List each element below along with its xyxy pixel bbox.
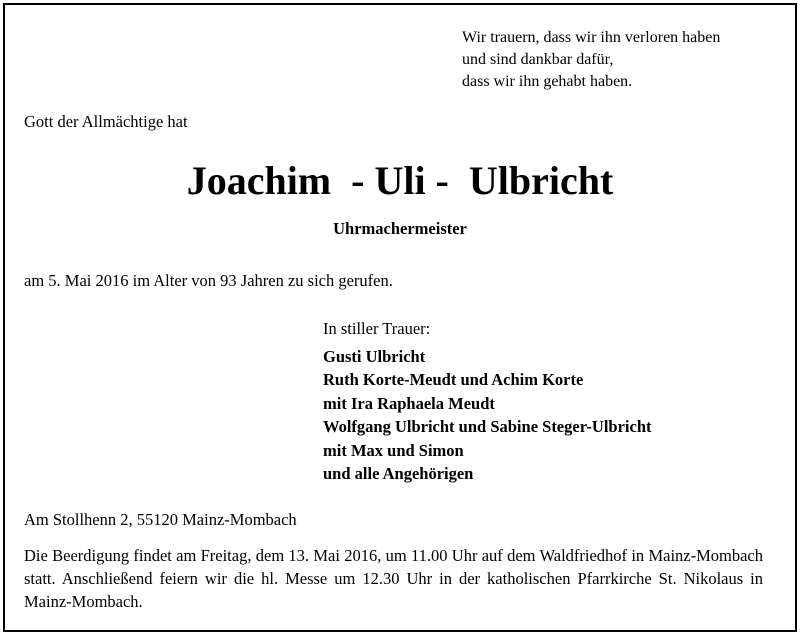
mourning-label: In stiller Trauer: bbox=[323, 319, 431, 338]
mourner-line: mit Ira Raphaela Meudt bbox=[323, 393, 495, 413]
death-statement: am 5. Mai 2016 im Alter von 93 Jahren zu sich gerufen. bbox=[24, 271, 393, 290]
quote-line: und sind dankbar dafür, bbox=[462, 51, 614, 68]
profession: Uhrmachermeister bbox=[333, 219, 467, 238]
mourner-line: Wolfgang Ulbricht und Sabine Steger-Ulbricht bbox=[323, 417, 652, 437]
funeral-details: Die Beerdigung findet am Freitag, dem 13. Mai 2016, um 11.00 Uhr auf dem Waldfriedhof in Mainz-Mombach statt. Anschließend feiern wir die hl. Messe um 12.30 Uhr in der katholischen Pfarrkirche St. Nikolaus in Mainz-Mombach. bbox=[24, 546, 763, 611]
mourner-line: mit Max und Simon bbox=[323, 440, 464, 460]
mourners-list bbox=[323, 345, 652, 485]
obituary-notice bbox=[3, 3, 797, 632]
quote-line: Wir trauern, dass wir ihn verloren haben bbox=[462, 29, 721, 46]
mourner-line: Gusti Ulbricht bbox=[323, 347, 426, 366]
quote-line: dass wir ihn gehabt haben. bbox=[462, 73, 633, 90]
mourner-line: Ruth Korte-Meudt und Achim Korte bbox=[323, 370, 584, 390]
mourner-line: und alle Angehörigen bbox=[323, 464, 474, 484]
opening-quote bbox=[462, 27, 720, 93]
deceased-name: Joachim - Uli - Ulbricht bbox=[186, 158, 614, 203]
address: Am Stollhenn 2, 55120 Mainz-Mombach bbox=[24, 510, 297, 529]
intro-text: Gott der Allmächtige hat bbox=[24, 112, 188, 131]
